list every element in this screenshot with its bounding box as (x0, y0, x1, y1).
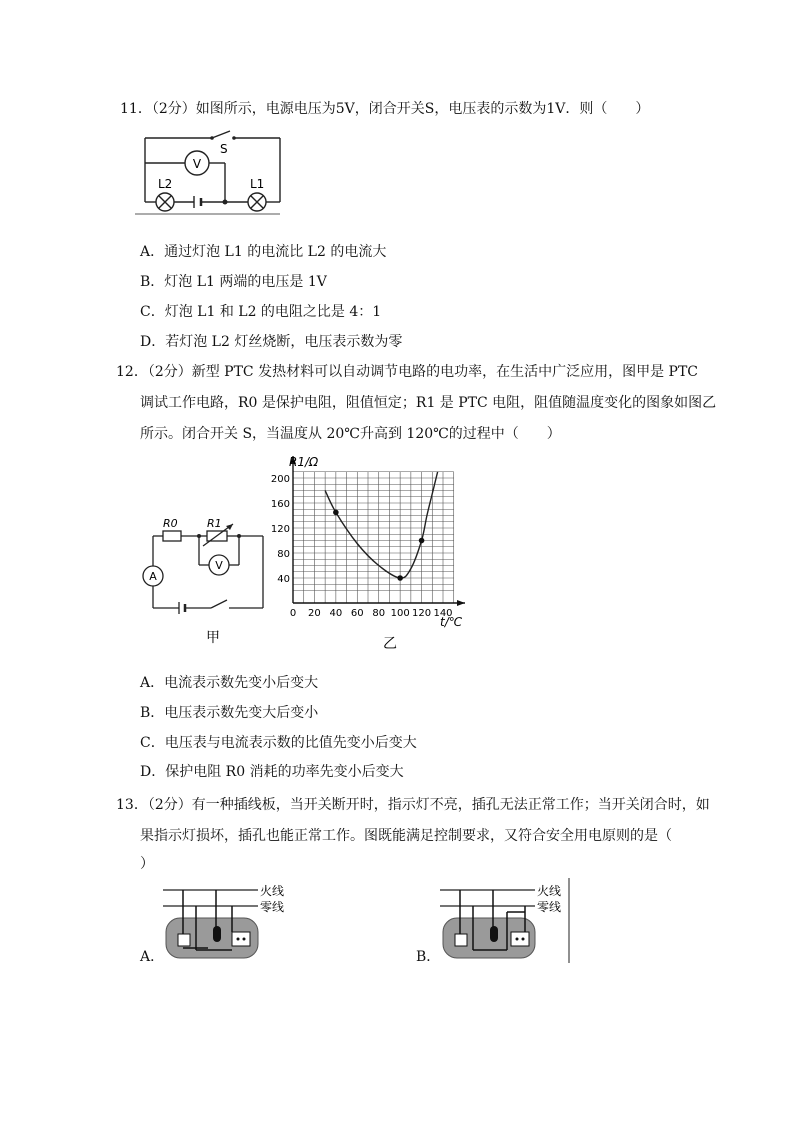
chart-x-tick-label: 100 (390, 608, 410, 619)
q12-option-c: C．电压表与电流表示数的比值先变小后变大 (140, 735, 417, 751)
q11-stem: 11．（2分）如图所示，电源电压为5V，闭合开关S，电压表的示数为1V．则（ ） (120, 101, 650, 117)
q13-a-live-label: 火线 (260, 884, 285, 898)
q12-option-a: A．电流表示数先变小后变大 (140, 675, 319, 691)
chart-y-tick-label: 160 (270, 499, 290, 510)
q12-circuit-diagram (135, 510, 275, 650)
q12-voltmeter-label: V (215, 559, 223, 572)
q13-stem-line-2: 果指示灯损坏，插孔也能正常工作。图既能满足控制要求，又符合安全用电原则的是（ (140, 828, 672, 844)
q11-option-a: A．通过灯泡 L1 的电流比 L2 的电流大 (140, 244, 387, 260)
q13-b-neutral-label: 零线 (537, 900, 562, 914)
q12-r1-label: R1 (207, 517, 222, 530)
q12-caption-jia: 甲 (206, 630, 220, 646)
q11-circuit-diagram (130, 128, 290, 218)
q11-lamp-right-label: L1 (250, 177, 265, 191)
q13-stem-line-1: 13．（2分）有一种插线板，当开关断开时，指示灯不亮，插孔无法正常工作；当开关闭合时，如 (116, 797, 710, 813)
chart-ylabel: R1/Ω (289, 455, 319, 469)
chart-axes (290, 456, 465, 606)
q13-option-b-figure (435, 878, 575, 963)
q13-option-a-label: A． (140, 949, 165, 965)
q11-switch-label: S (220, 142, 228, 156)
q12-r0-label: R0 (163, 517, 178, 530)
q12-ptc-graph (265, 448, 485, 658)
q13-option-b-label: B． (416, 949, 441, 965)
chart-series-line (325, 472, 438, 578)
chart-point (333, 510, 339, 516)
q11-lamp-left-label: L2 (158, 177, 173, 191)
q13-option-a-figure (158, 878, 298, 963)
q13-a-neutral-label: 零线 (260, 900, 285, 914)
chart-x-tick-label: 140 (433, 608, 453, 619)
chart-x-tick-label: 0 (289, 608, 297, 619)
q13-b-live-label: 火线 (537, 884, 562, 898)
chart-grid (293, 472, 454, 603)
chart-xlabel: t/℃ (440, 615, 463, 629)
chart-caption-yi: 乙 (383, 636, 397, 652)
chart-x-tick-label: 80 (372, 608, 386, 619)
chart-x-tick-label: 60 (350, 608, 364, 619)
chart-point (419, 538, 425, 544)
q11-voltmeter-label: V (192, 157, 202, 171)
chart-y-tick-label: 200 (270, 474, 290, 485)
q11-option-d: D．若灯泡 L2 灯丝烧断，电压表示数为零 (140, 334, 403, 350)
q12-stem-line-3: 所示。闭合开关 S，当温度从 20℃升高到 120℃的过程中（ ） (140, 426, 561, 442)
q11-option-b: B．灯泡 L1 两端的电压是 1V (140, 274, 327, 290)
chart-x-tick-label: 120 (412, 608, 432, 619)
q13-stem-line-3: ） (140, 856, 154, 872)
q12-stem-line-1: 12．（2分）新型 PTC 发热材料可以自动调节电路的电功率，在生活中广泛应用，图甲是 PTC (116, 364, 699, 380)
chart-x-tick-label: 40 (329, 608, 343, 619)
q12-option-d: D．保护电阻 R0 消耗的功率先变小后变大 (140, 764, 404, 780)
q12-stem-line-2: 调试工作电路，R0 是保护电阻，阻值恒定；R1 是 PTC 电阻，阻值随温度变化的图象如图乙 (140, 395, 717, 411)
chart-y-tick-label: 40 (277, 574, 290, 585)
chart-x-tick-label: 20 (308, 608, 321, 619)
q12-ammeter-label: A (149, 570, 157, 583)
q12-option-b: B．电压表示数先变大后变小 (140, 705, 319, 721)
chart-y-tick-label: 80 (277, 549, 290, 560)
q11-option-c: C．灯泡 L1 和 L2 的电阻之比是 4：1 (140, 304, 382, 320)
chart-point (397, 575, 403, 581)
chart-x-arrow (457, 600, 465, 606)
chart-y-tick-label: 120 (270, 524, 290, 535)
